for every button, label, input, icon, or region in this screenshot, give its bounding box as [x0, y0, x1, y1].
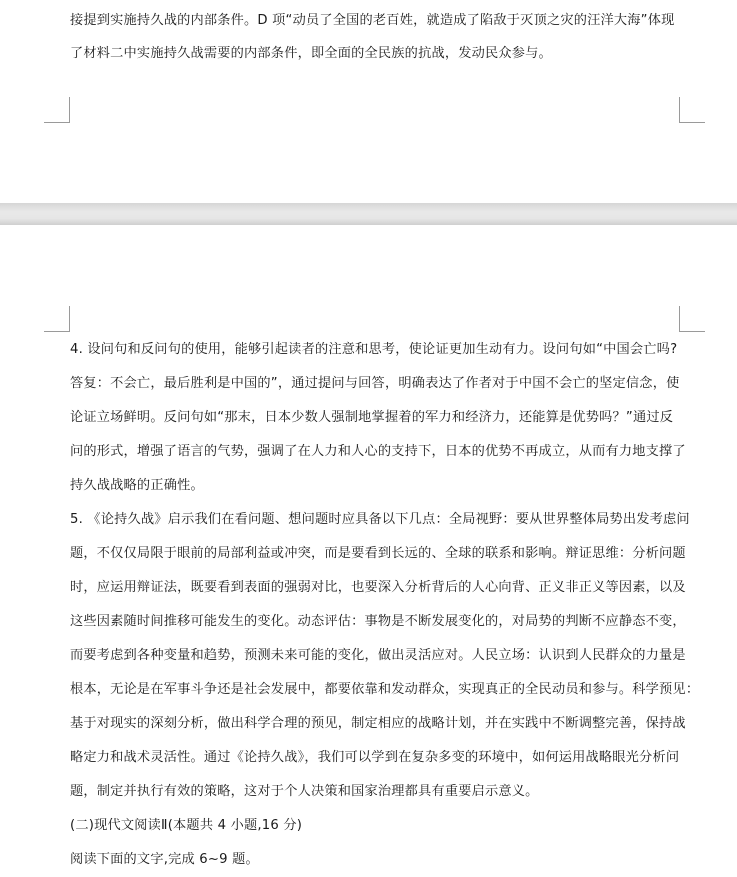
document-page-top — [0, 0, 737, 203]
margin-corner-mark — [44, 97, 70, 123]
text-line: 答复：不会亡，最后胜利是中国的”，通过提问与回答，明确表达了作者对于中国不会亡的坚定信念，使 — [70, 376, 680, 391]
text-line: 持久战战略的正确性。 — [70, 478, 204, 493]
text-line: 基于对现实的深刻分析，做出科学合理的预见，制定相应的战略计划，并在实践中不断调整完善，保持战 — [70, 716, 686, 731]
margin-corner-mark — [44, 306, 70, 332]
margin-corner-mark — [679, 306, 705, 332]
page-separator — [0, 203, 737, 225]
text-line: 时，应运用辩证法，既要看到表面的强弱对比，也要深入分析背后的人心向背、正义非正义等因素，以及 — [70, 580, 686, 595]
text-line: 阅读下面的文字,完成 6~9 题。 — [70, 852, 259, 867]
text-line: 题，不仅仅局限于眼前的局部利益或冲突，而是要看到长远的、全球的联系和影响。辩证思维：分析问题 — [70, 546, 686, 561]
document-page-bottom — [0, 225, 737, 877]
text-line: 5. 《论持久战》启示我们在看问题、想问题时应具备以下几点：全局视野：要从世界整体局势出发考虑问 — [70, 512, 690, 527]
text-line: 接提到实施持久战的内部条件。D 项“动员了全国的老百姓，就造成了陷敌于灭顶之灾的汪洋大海”体现 — [70, 13, 675, 28]
text-line: 略定力和战术灵活性。通过《论持久战》，我们可以学到在复杂多变的环境中，如何运用战略眼光分析问 — [70, 750, 680, 765]
text-line: 4. 设问句和反问句的使用，能够引起读者的注意和思考，使论证更加生动有力。设问句如“中国会亡吗? — [70, 342, 678, 357]
text-line: 问的形式，增强了语言的气势，强调了在人力和人心的支持下，日本的优势不再成立，从而有力地支撑了 — [70, 444, 686, 459]
section-heading: (二)现代文阅读Ⅱ(本题共 4 小题,16 分) — [70, 818, 303, 833]
text-line: 这些因素随时间推移可能发生的变化。动态评估：事物是不断发展变化的，对局势的判断不应静态不变， — [70, 614, 686, 629]
text-line: 题，制定并执行有效的策略，这对于个人决策和国家治理都具有重要启示意义。 — [70, 784, 539, 799]
text-line: 论证立场鲜明。反问句如“那末，日本少数人强制地掌握着的军力和经济力，还能算是优势吗？”通过反 — [70, 410, 674, 425]
text-line: 根本，无论是在军事斗争还是社会发展中，都要依靠和发动群众，实现真正的全民动员和参与。科学预见： — [70, 682, 700, 697]
text-line: 了材料二中实施持久战需要的内部条件，即全面的全民族的抗战，发动民众参与。 — [70, 46, 552, 61]
text-line: 而要考虑到各种变量和趋势，预测未来可能的变化，做出灵活应对。人民立场：认识到人民群众的力量是 — [70, 648, 686, 663]
margin-corner-mark — [679, 97, 705, 123]
